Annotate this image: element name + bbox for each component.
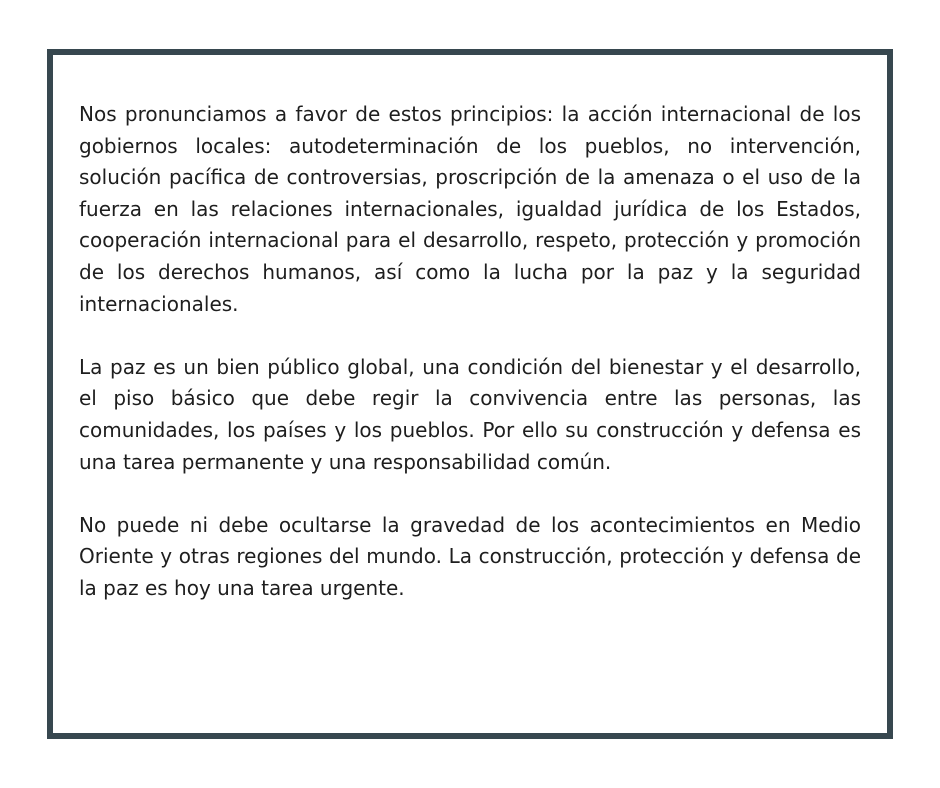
text-content: [79, 99, 861, 605]
paragraph-middle-east: No puede ni debe ocultarse la gravedad de los acontecimientos en Medio Oriente y otras regiones del mundo. La construcción, protección y defensa de la paz es hoy una tarea urgente.: [79, 512, 861, 600]
bordered-text-box: [47, 49, 893, 739]
paragraph-peace-public-good: La paz es un bien público global, una condición del bienestar y el desarrollo, el piso básico que debe regir la convivencia entre las personas, las comunidades, los países y los pueblos. Por ello su construcción y defensa es una tarea permanente y una responsabilidad común.: [79, 354, 861, 474]
paragraph-principles: Nos pronunciamos a favor de estos principios: la acción internacional de los gobiernos locales: autodeterminación de los pueblos, no intervención, solución pacífica de controversias, proscripción de la amenaza o el uso de la fuerza en las relaciones internacionales, igualdad jurídica de los Estados, cooperación internacional para el desarrollo, respeto, protección y promoción de los derechos humanos, así como la lucha por la paz y la seguridad internacionales.: [79, 102, 861, 316]
